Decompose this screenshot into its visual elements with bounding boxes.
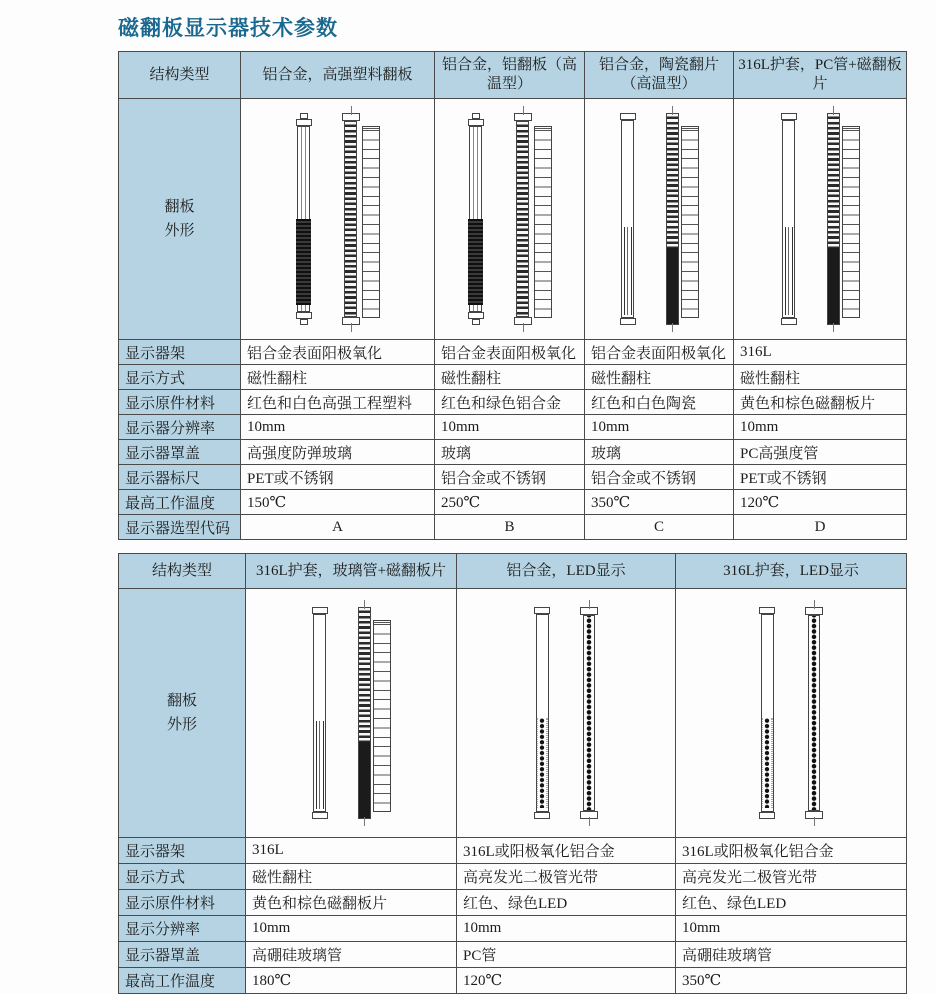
shape-row-label: 翻板外形 — [119, 99, 241, 340]
cell-value: 10mm — [585, 415, 734, 440]
table-row — [119, 465, 907, 490]
gauge-indicator-scale-icon — [666, 113, 699, 325]
cell-value: PET或不锈钢 — [241, 465, 435, 490]
cell-value: 铝合金表面阳极氧化 — [435, 340, 585, 365]
cell-value: A — [241, 515, 435, 540]
cell-value: 10mm — [457, 916, 676, 942]
cell-value: 350℃ — [585, 490, 734, 515]
cell-value: 120℃ — [734, 490, 907, 515]
row-label: 显示原件材料 — [119, 890, 246, 916]
cell-value: 铝合金表面阳极氧化 — [241, 340, 435, 365]
table-row — [119, 440, 907, 465]
table1-header-col2: 铝合金，铝翻板（高温型） — [435, 52, 585, 99]
row-label: 最高工作温度 — [119, 968, 246, 994]
cell-value: B — [435, 515, 585, 540]
cell-value: 玻璃 — [435, 440, 585, 465]
cell-value: C — [585, 515, 734, 540]
row-label: 显示器选型代码 — [119, 515, 241, 540]
row-label: 显示器架 — [119, 838, 246, 864]
row-label: 显示方式 — [119, 365, 241, 390]
cell-value: D — [734, 515, 907, 540]
table-row — [119, 515, 907, 540]
table1-header-row — [119, 52, 907, 99]
level-gauge-illustration — [682, 590, 900, 836]
table-row — [119, 390, 907, 415]
cell-value: 红色和白色高强工程塑料 — [241, 390, 435, 415]
cell-value: PC管 — [457, 942, 676, 968]
gauge-indicator-scale-icon — [514, 113, 552, 325]
gauge-indicator-scale-icon — [342, 113, 380, 325]
gauge-tube-icon — [312, 607, 328, 819]
cell-value: 316L — [246, 838, 457, 864]
row-label: 最高工作温度 — [119, 490, 241, 515]
gauge-figure-ceramic-flap — [585, 99, 734, 340]
page-title: 磁翻板显示器技术参数 — [118, 16, 338, 40]
cell-value: PC高强度管 — [734, 440, 907, 465]
gauge-tube-icon — [781, 113, 797, 325]
table2-header-col1: 316L护套，玻璃管+磁翻板片 — [246, 554, 457, 589]
cell-value: 10mm — [734, 415, 907, 440]
cell-value: 高亮发光二极管光带 — [457, 864, 676, 890]
cell-value: 磁性翻柱 — [241, 365, 435, 390]
table2-header-col2: 铝合金，LED显示 — [457, 554, 676, 589]
cell-value: 铝合金表面阳极氧化 — [585, 340, 734, 365]
shape-row-label: 翻板外形 — [119, 589, 246, 838]
cell-value: 黄色和棕色磁翻板片 — [734, 390, 907, 415]
table2-header-structure-type: 结构类型 — [119, 554, 246, 589]
gauge-led-column-icon — [580, 607, 598, 819]
gauge-tube-icon — [759, 607, 775, 819]
cell-value: 高硼硅玻璃管 — [676, 942, 907, 968]
table-row — [119, 864, 907, 890]
cell-value: 250℃ — [435, 490, 585, 515]
cell-value: 高强度防弹玻璃 — [241, 440, 435, 465]
gauge-tube-icon — [620, 113, 636, 325]
table1-header-structure-type: 结构类型 — [119, 52, 241, 99]
gauge-figure-glass-tube-flap — [246, 589, 457, 838]
cell-value: 180℃ — [246, 968, 457, 994]
cell-value: 磁性翻柱 — [435, 365, 585, 390]
gauge-indicator-scale-icon — [827, 113, 860, 325]
cell-value: 350℃ — [676, 968, 907, 994]
level-gauge-illustration — [441, 100, 578, 338]
spec-table-2 — [118, 553, 907, 994]
gauge-figure-316l-led — [676, 589, 907, 838]
table1-header-col4: 316L护套，PC管+磁翻板片 — [734, 52, 907, 99]
cell-value: 120℃ — [457, 968, 676, 994]
level-gauge-illustration — [252, 590, 450, 836]
cell-value: 150℃ — [241, 490, 435, 515]
cell-value: 铝合金或不锈钢 — [585, 465, 734, 490]
gauge-figure-pc-tube-flap — [734, 99, 907, 340]
cell-value: 红色、绿色LED — [676, 890, 907, 916]
cell-value: 10mm — [241, 415, 435, 440]
row-label: 显示器标尺 — [119, 465, 241, 490]
table-row — [119, 365, 907, 390]
spec-table-1 — [118, 51, 907, 540]
level-gauge-illustration — [740, 100, 900, 338]
level-gauge-illustration — [591, 100, 727, 338]
cell-value: 红色和绿色铝合金 — [435, 390, 585, 415]
table-row — [119, 415, 907, 440]
cell-value: 铝合金或不锈钢 — [435, 465, 585, 490]
row-label: 显示分辨率 — [119, 916, 246, 942]
table1-shape-row — [119, 99, 907, 340]
cell-value: 10mm — [246, 916, 457, 942]
cell-value: 磁性翻柱 — [585, 365, 734, 390]
cell-value: 高硼硅玻璃管 — [246, 942, 457, 968]
cell-value: 黄色和棕色磁翻板片 — [246, 890, 457, 916]
gauge-indicator-scale-icon — [358, 607, 391, 819]
cell-value: PET或不锈钢 — [734, 465, 907, 490]
row-label: 显示器罩盖 — [119, 942, 246, 968]
table-row — [119, 890, 907, 916]
table-row — [119, 340, 907, 365]
gauge-figure-aluminum-led — [457, 589, 676, 838]
cell-value: 316L或阳极氧化铝合金 — [457, 838, 676, 864]
level-gauge-illustration — [247, 100, 428, 338]
level-gauge-illustration — [463, 590, 669, 836]
gauge-tube-icon — [296, 113, 312, 325]
table1-header-col1: 铝合金，高强塑料翻板 — [241, 52, 435, 99]
table2-shape-row — [119, 589, 907, 838]
cell-value: 磁性翻柱 — [734, 365, 907, 390]
table2-header-col3: 316L护套，LED显示 — [676, 554, 907, 589]
table2-header-row — [119, 554, 907, 589]
gauge-tube-icon — [534, 607, 550, 819]
table-row — [119, 838, 907, 864]
page-content — [118, 12, 908, 994]
cell-value: 红色和白色陶瓷 — [585, 390, 734, 415]
cell-value: 316L — [734, 340, 907, 365]
table-row — [119, 968, 907, 994]
row-label: 显示器罩盖 — [119, 440, 241, 465]
gauge-led-column-icon — [805, 607, 823, 819]
table1-header-col3: 铝合金，陶瓷翻片（高温型） — [585, 52, 734, 99]
table-row — [119, 490, 907, 515]
row-label: 显示器架 — [119, 340, 241, 365]
row-label: 显示器分辨率 — [119, 415, 241, 440]
gauge-figure-aluminum-flap — [435, 99, 585, 340]
table-row — [119, 942, 907, 968]
table-row — [119, 916, 907, 942]
cell-value: 高亮发光二极管光带 — [676, 864, 907, 890]
cell-value: 316L或阳极氧化铝合金 — [676, 838, 907, 864]
cell-value: 红色、绿色LED — [457, 890, 676, 916]
cell-value: 10mm — [676, 916, 907, 942]
cell-value: 10mm — [435, 415, 585, 440]
gauge-tube-icon — [468, 113, 484, 325]
cell-value: 磁性翻柱 — [246, 864, 457, 890]
cell-value: 玻璃 — [585, 440, 734, 465]
gauge-figure-plastic-flap — [241, 99, 435, 340]
row-label: 显示方式 — [119, 864, 246, 890]
row-label: 显示原件材料 — [119, 390, 241, 415]
